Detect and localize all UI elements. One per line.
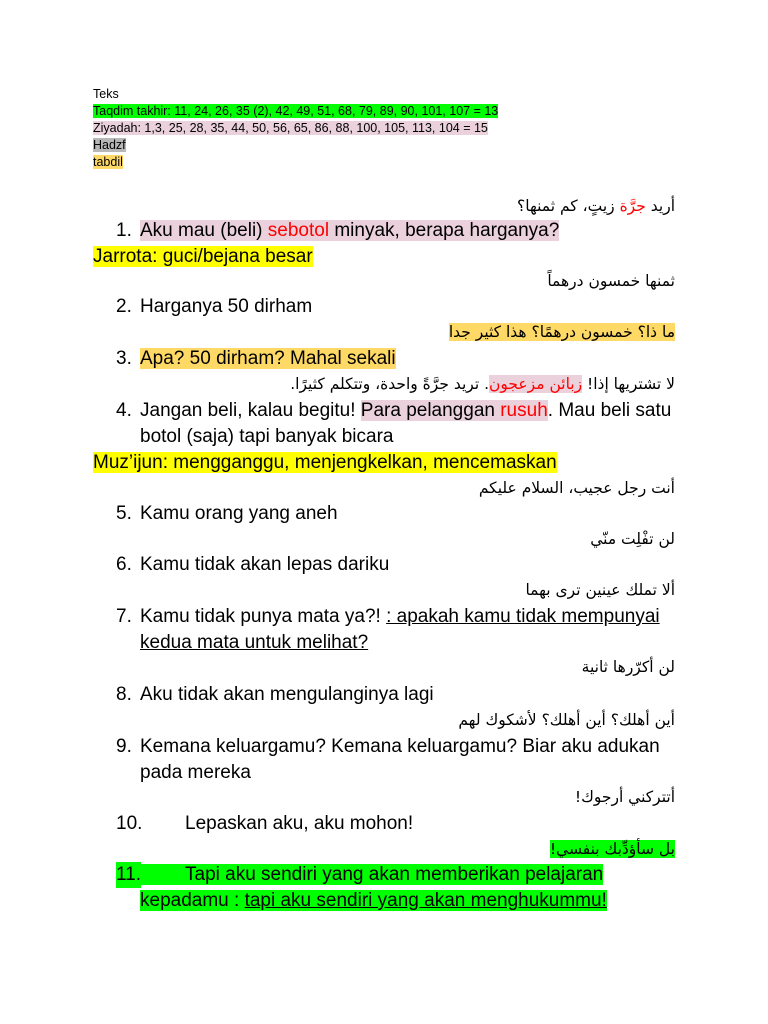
legend-hadzf-text: Hadzf (93, 138, 126, 152)
item-text: Aku mau (beli) (140, 220, 268, 241)
list-item-6 (116, 552, 676, 578)
arabic-text: ما ذا؟ خمسون درهمًا؟ هذا كثير جدا (448, 323, 675, 341)
item-number: 2. (116, 296, 132, 317)
arabic-text: أتتركني أرجوك! (574, 788, 675, 806)
arabic-text: ثمنها خمسون درهماً (547, 272, 675, 290)
arabic-text: لا تشتريها إذا! (582, 375, 675, 393)
arabic-line-2 (547, 270, 675, 292)
arabic-text: لن تفْلِت منّي (590, 530, 675, 548)
legend-ziyadah-text: Ziyadah: 1,3, 25, 28, 35, 44, 50, 56, 65, 86, 88, 100, 105, 113, 104 = 15 (93, 121, 488, 135)
arabic-text: ألا تملك عينين ترى بهما (525, 581, 675, 599)
item-text: Kamu tidak punya mata ya?! (140, 606, 387, 627)
item-text: Kamu orang yang aneh (140, 503, 338, 524)
legend-tabdil (93, 154, 123, 171)
list-item-5 (116, 501, 676, 527)
vocab-note-1 (93, 244, 313, 270)
item-highlight: sebotol (267, 220, 330, 241)
item-text: Harganya 50 dirham (140, 296, 313, 317)
arabic-line-3 (449, 321, 675, 343)
list-item-3 (116, 346, 676, 372)
item-text: Para pelanggan (360, 400, 501, 421)
item-text: Lepaskan aku, aku mohon! (185, 813, 414, 834)
arabic-text: بل سأؤدِّبك بنفسي! (549, 840, 675, 858)
item-number: 3. (116, 348, 132, 369)
item-underlined-text: : apakah kamu tidak mempunyai kedua mata untuk melihat? (140, 606, 660, 653)
item-number: 7. (116, 606, 132, 627)
item-number: 9. (116, 736, 132, 757)
item-highlight: rusuh (500, 400, 548, 421)
item-number: 1. (116, 220, 132, 241)
legend-tabdil-text: tabdil (93, 155, 123, 169)
arabic-line-5 (479, 477, 675, 499)
list-item-8 (116, 682, 676, 708)
arabic-text: أريد (645, 197, 675, 215)
list-item-7 (116, 604, 676, 656)
arabic-line-1 (517, 195, 675, 217)
arabic-highlight: جرَّة (619, 197, 646, 215)
item-text: Kamu tidak akan lepas dariku (140, 554, 390, 575)
arabic-highlight: زبائن مزعجون (489, 375, 583, 393)
item-text: Aku tidak akan mengulanginya lagi (140, 684, 434, 705)
legend-ziyadah (93, 120, 488, 137)
item-number: 11. (116, 862, 141, 888)
item-number: 8. (116, 684, 132, 705)
vocab-note-2 (93, 450, 557, 476)
arabic-line-9 (458, 709, 675, 731)
arabic-text: . تريد جرَّةً واحدة، وتتكلم كثيرًا. (290, 375, 490, 393)
item-text: Tapi aku sendiri yang akan memberikan pelajaran kepadamu : (140, 864, 604, 911)
list-item-10 (116, 811, 676, 837)
legend-taqdim-text: Taqdim takhir: 11, 24, 26, 35 (2), 42, 49, 51, 68, 79, 89, 90, 101, 107 = 13 (93, 104, 499, 118)
item-text: Jangan beli, kalau begitu! (140, 400, 361, 421)
arabic-text: زيتٍ، كم ثمنها؟ (517, 197, 620, 215)
arabic-text: أين أهلك؟ أين أهلك؟ لأشكوك لهم (458, 711, 675, 729)
item-text: Apa? 50 dirham? Mahal sekali (140, 348, 396, 369)
list-item-2 (116, 294, 676, 320)
item-number: 10. (116, 813, 143, 834)
vocab-note-text: Muz’ijun: mengganggu, menjengkelkan, mencemaskan (93, 452, 557, 473)
item-underlined-text: tapi aku sendiri yang akan menghukummu! (244, 890, 607, 911)
arabic-text: أنت رجل عجيب، السلام عليكم (478, 479, 675, 497)
arabic-line-8 (582, 656, 675, 678)
arabic-line-11 (550, 838, 675, 860)
item-number: 6. (116, 554, 132, 575)
item-number: 5. (116, 503, 132, 524)
arabic-text: لن أكرّرها ثانية (581, 658, 675, 676)
list-item-9 (116, 734, 676, 786)
doc-title: Teks (93, 87, 119, 101)
vocab-note-text: Jarrota: guci/bejana besar (93, 246, 313, 267)
arabic-line-6 (590, 528, 675, 550)
item-text: Kemana keluargamu? Kemana keluargamu? Biar aku adukan pada mereka (140, 736, 660, 783)
list-item-4 (116, 398, 676, 450)
item-text: minyak, berapa harganya? (329, 220, 560, 241)
list-item-1 (116, 218, 676, 244)
arabic-line-10 (575, 786, 675, 808)
arabic-line-4 (290, 373, 675, 395)
item-number: 4. (116, 400, 132, 421)
legend-taqdim (93, 103, 498, 120)
legend-hadzf (93, 137, 126, 154)
list-item-11 (116, 862, 676, 914)
item-text: . Mau beli satu botol (saja) tapi banyak bicara (140, 400, 672, 447)
arabic-line-7 (525, 579, 675, 601)
